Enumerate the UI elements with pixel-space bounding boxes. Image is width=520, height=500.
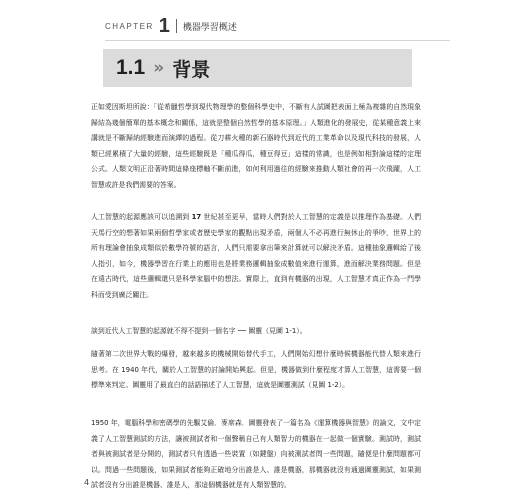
chapter-title: 機器學習概述 [182,22,237,33]
chapter-label: CHAPTER [105,21,154,31]
paragraph-ww2: 隨著第二次世界大戰的爆發，越來越多的機械開始替代手工，人們開始幻想什麼時候機器能代替人類來進行思考。在 1940 年代，關於人工智慧的討論開始興起。但是，機器做到什麼程度才算人工智慧，這需要一個標準來判定。圖靈用了最直白的話語描述了人工智慧，這就是圖靈測試（見圖 1-2）。 [91,350,421,389]
section-title: 背景 [172,58,211,81]
paragraph-text: 人工智慧的起源應該可以追溯到 [91,213,192,221]
paragraph-turing-intro: 談到近代人工智慧的起源就不得不提到一個名字 ── 圖靈（見圖 1-1）。 [91,327,307,335]
paragraph-text: 世紀甚至更早，當時人們對於人工智慧的定義是以推理作為基礎。人們天馬行空的想著如果兩個哲學家或者歷史學家的觀點出現矛盾，兩個人不必再進行無休止的爭吵，世界上的所有理論會抽象成類似於數學符號的語言，人們只需要拿出筆來計算就可以解決矛盾。這種抽象邏輯給了後人指引，如今，機器學習在行業上的應用也是將業務邏輯抽象成數值來進行運算，進而解決業務問題。但是在遠古時代，這些邏輯還只是科學家腦中的想法。實際上，直到有機器的出現，人工智慧才真正作為一門學科而受到廣泛關注。 [91,213,422,299]
running-header [105,14,425,38]
section-number: 1.1 [116,56,146,79]
header-rule [105,40,450,41]
double-chevron-icon: » [153,58,165,78]
century-number: 17 [191,213,202,221]
header-divider [176,19,177,33]
chapter-number: 1 [158,15,170,37]
paragraph-einstein-quote: 正如愛因斯坦所說：「從希臘哲學到現代物理學的整個科學史中，不斷有人試圖把表面上極為複雜的自然現象歸結為幾個簡單的基本概念和關係，這就是整個自然哲學的基本原理。」人類進化的發展史，從某種意義上來講就是不斷歸納經驗進而演繹的過程。從刀耕火種的新石器時代到近代的工業革命以及現代科技的發展，人類已經累積了大量的經驗，這些經驗既是「種瓜得瓜，種豆得豆」這樣的常識，也是例如相對論這樣的定理公式。人類文明正沿著時間這條座標軸不斷前進，如何利用過往的經驗來推動人類社會的再一次飛躍，人工智慧或許是我們需要的答案。 [91,103,421,189]
paragraph-ai-origins [91,210,421,303]
section-heading [103,49,412,87]
page-number: 4 [84,478,90,487]
paragraph-turing-test: 1950 年，電腦科學和密碼學的先驅艾倫．麥席森．圖靈發表了一篇名為《運算機器與智慧》的論文，文中定義了人工智慧測試的方法，讓被測試者和一個聲稱自己有人類智力的機器在一起做一個實驗。測試時，測試者與被測試者是分開的，測試者只有透過一些裝置（如鍵盤）向被測試者問一些問題，隨便是什麼問題都可以。問過一些問題後，如果測試者能夠正確地分出誰是人、誰是機器，那機器就沒有通過圖靈測試，如果測試者沒有分出誰是機器、誰是人，那這個機器就是有人類智慧的。 [91,419,421,489]
